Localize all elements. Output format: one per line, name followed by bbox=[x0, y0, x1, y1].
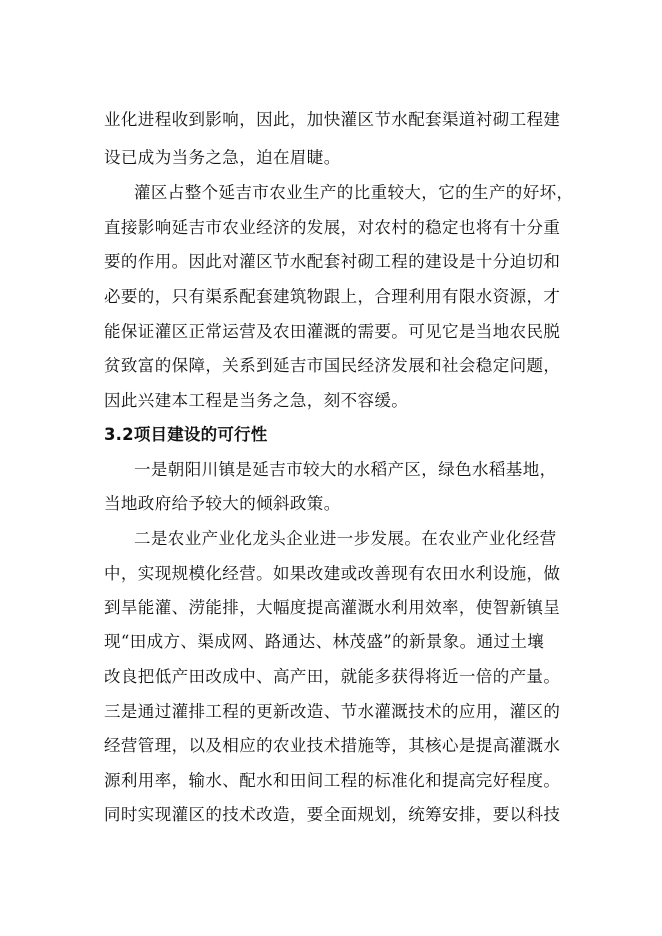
paragraph-line-12: 二是农业产业化龙头企业进一步发展。在农业产业化经营 bbox=[134, 529, 557, 548]
paragraph-line-6: 必要的，只有渠系配套建筑物跟上，合理利用有限水资源，才 bbox=[104, 287, 561, 306]
paragraph-line-15: 现“田成方、渠成网、路通达、林茂盛”的新景象。通过土壤 bbox=[104, 632, 545, 651]
paragraph-line-13: 中，实现规模化经营。如果改建或改善现有农田水利设施，做 bbox=[104, 564, 561, 583]
paragraph-line-16: 改良把低产田改成中、高产田，就能多获得将近一倍的产量。 bbox=[104, 667, 561, 686]
paragraph-line-10: 一是朝阳川镇是延吉市较大的水稻产区，绿色水稻基地， bbox=[134, 460, 557, 479]
paragraph-line-8: 贫致富的保障，关系到延吉市国民经济发展和社会稳定问题， bbox=[104, 356, 561, 375]
paragraph-line-9: 因此兴建本工程是当务之急，刻不容缓。 bbox=[104, 391, 409, 410]
paragraph-line-2: 设已成为当务之急，迫在眉睫。 bbox=[104, 148, 341, 167]
paragraph-line-5: 要的作用。因此对灌区节水配套衬砌工程的建设是十分迫切和 bbox=[104, 252, 561, 271]
paragraph-line-14: 到旱能灌、涝能排，大幅度提高灌溉水利用效率，使智新镇呈 bbox=[104, 598, 561, 617]
paragraph-line-17: 三是通过灌排工程的更新改造、节水灌溉技术的应用，灌区的 bbox=[104, 702, 561, 721]
paragraph-line-7: 能保证灌区正常运营及农田灌溉的需要。可见它是当地农民脱 bbox=[104, 322, 561, 341]
paragraph-line-4: 直接影响延吉市农业经济的发展，对农村的稳定也将有十分重 bbox=[104, 218, 561, 237]
paragraph-line-11: 当地政府给予较大的倾斜政策。 bbox=[104, 494, 341, 513]
section-heading: 3.2项目建设的可行性 bbox=[104, 425, 268, 444]
paragraph-line-20: 同时实现灌区的技术改造，要全面规划，统筹安排，要以科技 bbox=[104, 805, 561, 824]
paragraph-line-19: 源利用率，输水、配水和田间工程的标准化和提高完好程度。 bbox=[104, 771, 561, 790]
paragraph-line-1: 业化进程收到影响，因此，加快灌区节水配套渠道衬砌工程建 bbox=[104, 110, 561, 129]
paragraph-line-18: 经营管理，以及相应的农业技术措施等，其核心是提高灌溉水 bbox=[104, 736, 561, 755]
paragraph-line-3: 灌区占整个延吉市农业生产的比重较大，它的生产的好坏， bbox=[134, 183, 574, 202]
